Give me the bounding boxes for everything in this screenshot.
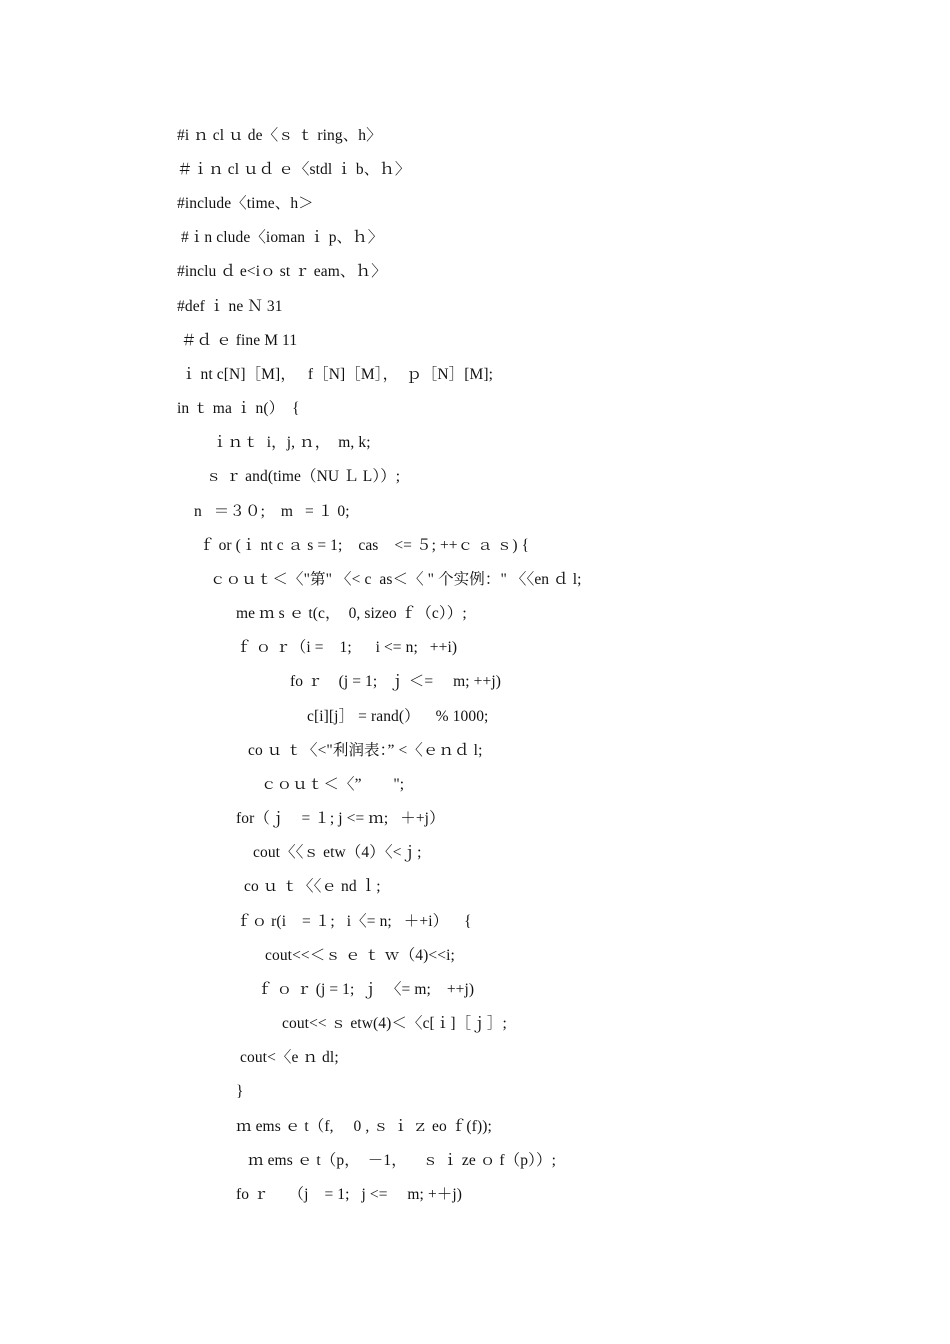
code-line-24: ｆｏ r(i = １; i〈= n; ＋+i） { bbox=[236, 913, 472, 930]
code-line-21: for（ｊ = １; j <= ｍ; ＋+j） bbox=[236, 810, 445, 827]
code-line-13: ｆ or (ｉ nt c ａ s = 1; cas <= ５; ++ｃ ａ ｓ) { bbox=[199, 537, 530, 554]
code-line-16: ｆ ｏ ｒ（i = 1; i <= n; ++i) bbox=[236, 639, 458, 656]
code-line-1: #i ｎ cl ｕ de〈ｓ ｔ ring、h〉 bbox=[177, 127, 382, 144]
code-line-8: ｉ nt c[N]［M]， f［N]［M］， ｐ［N］[M]; bbox=[177, 366, 494, 383]
code-line-15: me ｍ s ｅ t(c， 0, sizeo ｆ（c））; bbox=[236, 605, 467, 622]
code-line-26: ｆ ｏ ｒ (j = 1; ｊ 〈= m; ++j) bbox=[257, 981, 475, 998]
code-line-17: fo ｒ (j = 1; ｊ ＜= m; ++j) bbox=[290, 673, 502, 690]
code-line-12: n ＝３０; m = １ 0; bbox=[194, 503, 350, 520]
code-line-22: cout〈〈ｓ etw（4）〈<ｊ; bbox=[253, 844, 422, 861]
code-line-23: co ｕ ｔ〈〈ｅ nd ｌ; bbox=[244, 878, 381, 895]
code-line-7: ＃ｄ ｅ fine M 11 bbox=[177, 332, 298, 349]
code-line-18: c[i][j］ = rand(） % 1000; bbox=[307, 708, 489, 725]
code-line-30: ｍ ems ｅ t（f, 0 , ｓ ｉ ｚ eo ｆ(f)); bbox=[236, 1118, 492, 1135]
code-line-11: ｓ ｒ and(time（NU Ｌ L））; bbox=[206, 468, 401, 485]
code-line-14: ｃｏｕｔ＜〈"第" 〈< c as＜〈 " 个实例：" 〈〈en ｄ l; bbox=[210, 571, 582, 588]
code-line-31: ｍ ems ｅ t（p， －1， ｓ ｉ ze ｏ f（p））; bbox=[248, 1152, 556, 1169]
code-line-9: in ｔ ma ｉ n(） { bbox=[177, 400, 300, 417]
code-line-29: } bbox=[236, 1083, 244, 1100]
code-line-20: ｃｏｕｔ＜〈” "; bbox=[261, 776, 405, 793]
code-line-32: fo ｒ （j = 1; j <= m; +＋j) bbox=[236, 1186, 463, 1203]
code-line-28: cout<〈e ｎ dl; bbox=[240, 1049, 339, 1066]
code-line-19: co ｕ ｔ〈<"利润表：” <〈ｅｎｄ l; bbox=[248, 742, 483, 759]
code-line-2: ＃ｉｎ cl ｕｄ ｅ〈stdl ｉ b、ｈ〉 bbox=[177, 161, 411, 178]
code-line-25: cout<<＜ｓ ｅ ｔ ｗ（4)<<i; bbox=[265, 947, 455, 964]
code-line-5: #inclu ｄ e<iｏ st ｒ eam、ｈ〉 bbox=[177, 263, 387, 280]
code-line-27: cout<< ｓ etw(4)＜〈c[ｉ]［ｊ］; bbox=[282, 1015, 507, 1032]
code-line-10: ｉｎｔ i，j, ｎ， m, k; bbox=[212, 434, 371, 451]
code-line-4: #ｉn clude〈ioman ｉ p、ｈ〉 bbox=[177, 229, 384, 246]
code-line-3: #include〈time、h＞ bbox=[177, 195, 314, 212]
code-line-6: #def ｉ ne Ｎ 31 bbox=[177, 298, 283, 315]
